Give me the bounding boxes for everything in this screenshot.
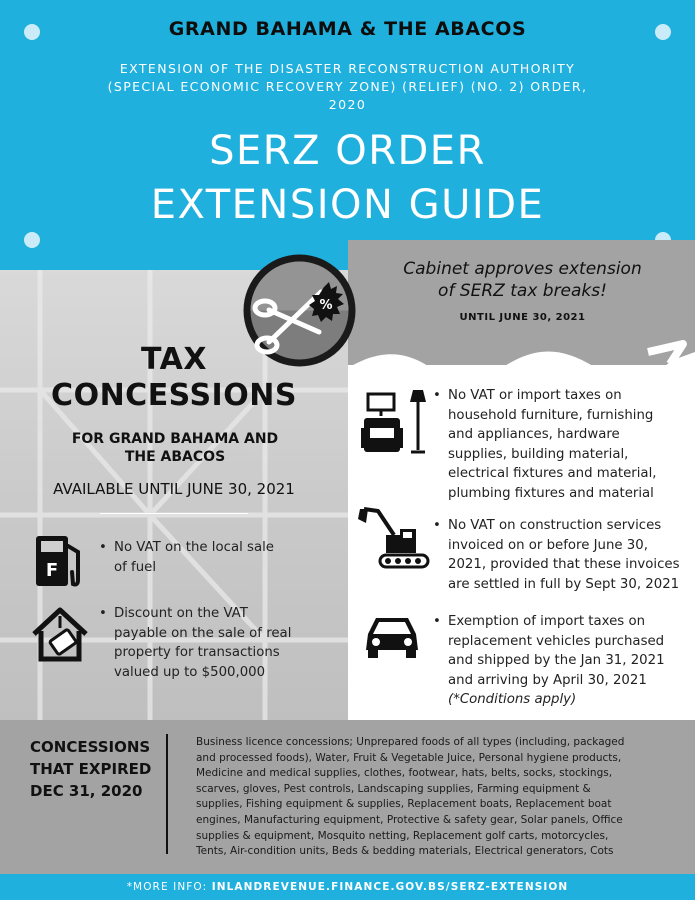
- fuel-pump-icon: [32, 532, 88, 590]
- bullet: •: [433, 388, 441, 403]
- conditions-note: (*Conditions apply): [448, 692, 577, 707]
- vehicles-line-4: and arriving by April 30, 2021: [448, 672, 647, 688]
- furniture-line-6: plumbing fixtures and material: [448, 485, 654, 501]
- tax-region-line-2: THE ABACOS: [124, 449, 226, 465]
- section-divider: [100, 513, 248, 514]
- bullet: •: [99, 606, 107, 621]
- cabinet-until-date: UNTIL JUNE 30, 2021: [459, 312, 586, 323]
- property-line-3: property for transactions: [114, 645, 280, 660]
- percent-symbol: %: [319, 298, 333, 313]
- guide-title-line-2: EXTENSION GUIDE: [150, 182, 545, 228]
- fuel-line-2: of fuel: [114, 559, 157, 575]
- left-concession-fuel: [99, 538, 339, 577]
- expired-line: engines, Manufacturing equipment, Protective & safety gear, Solar panels, Office: [196, 813, 623, 826]
- expired-title: [30, 736, 158, 802]
- fuel-letter: F: [45, 560, 59, 581]
- bullet: •: [99, 540, 107, 555]
- construction-line-1: No VAT on construction services: [448, 518, 662, 533]
- tax-region-subtitle: [20, 430, 330, 466]
- expired-line: Medicine and medical supplies, clothes, footwear, hats, belts, socks, stockings,: [196, 767, 613, 780]
- cabinet-line-1: Cabinet approves extension: [403, 259, 642, 279]
- property-line-2: payable on the sale of real: [114, 625, 292, 641]
- cabinet-announcement: [365, 258, 680, 302]
- expired-title-line-1: CONCESSIONS: [30, 738, 151, 756]
- expired-list: [196, 735, 666, 860]
- furniture-line-2: household furniture, furnishing: [448, 407, 654, 423]
- guide-title-line-1: SERZ ORDER: [209, 128, 486, 174]
- region-title: GRAND BAHAMA & THE ABACOS: [168, 18, 527, 40]
- construction-line-2: invoiced on or before June 30,: [448, 537, 648, 553]
- vehicles-line-2: replacement vehicles purchased: [448, 633, 665, 649]
- footer-prefix: *MORE INFO:: [126, 881, 212, 893]
- fuel-line-1: No VAT on the local sale: [114, 540, 274, 555]
- right-concession-vehicles: [433, 612, 688, 710]
- expired-title-line-2: THAT EXPIRED: [30, 760, 152, 778]
- expired-title-line-3: DEC 31, 2020: [30, 782, 143, 800]
- footer-banner: [0, 874, 695, 900]
- guide-title: [0, 124, 695, 232]
- vehicles-line-1: Exemption of import taxes on: [448, 614, 646, 629]
- right-concession-furniture: [433, 386, 688, 503]
- corner-dot-bottom-left: [24, 232, 40, 248]
- vehicles-line-3: and shipped by the Jan 31, 2021: [448, 653, 665, 668]
- availability-date: AVAILABLE UNTIL JUNE 30, 2021: [53, 480, 295, 498]
- property-line-1: Discount on the VAT: [114, 606, 248, 621]
- expired-line: Tents, Air-condition units, Beds & bedding materials, Electrical generators, Cots: [196, 845, 614, 858]
- expired-line: and processed foods), Water, Fruit & Vegetable Juice, Personal hygiene products,: [196, 751, 622, 764]
- bullet: •: [433, 614, 441, 629]
- bullet: •: [433, 518, 441, 533]
- tax-concessions-title: [0, 342, 348, 414]
- expired-divider: [166, 734, 168, 854]
- construction-line-3: 2021, provided that these invoices: [448, 557, 680, 572]
- furniture-line-1: No VAT or import taxes on: [448, 388, 622, 403]
- construction-line-4: are settled in full by Sept 30, 2021: [448, 576, 680, 592]
- furniture-line-4: supplies, building material,: [448, 446, 629, 462]
- tax-title-line-2: CONCESSIONS: [51, 378, 297, 413]
- house-tag-icon: [30, 604, 90, 664]
- vehicles-note: [448, 690, 688, 710]
- left-concession-property: [99, 604, 344, 682]
- more-info-link[interactable]: INLANDREVENUE.FINANCE.GOV.BS/SERZ-EXTENSION: [211, 881, 569, 893]
- excavator-icon: [356, 505, 432, 573]
- expired-line: scarves, gloves, Pest controls, Landscaping supplies, Farming equipment &: [196, 782, 591, 795]
- furniture-line-3: and appliances, hardware: [448, 427, 620, 442]
- property-line-4: valued up to $500,000: [114, 664, 266, 680]
- wave-divider: [348, 330, 695, 380]
- car-icon: [362, 612, 422, 662]
- expired-line: supplies & equipment, Mosquito netting, Replacement golf carts, motorcycles,: [196, 829, 609, 842]
- right-concession-construction: [433, 516, 688, 594]
- expired-line: Business licence concessions; Unprepared foods of all types (including, packaged: [196, 736, 625, 748]
- cabinet-line-2: of SERZ tax breaks!: [438, 281, 607, 301]
- tax-title-line-1: TAX: [141, 342, 207, 377]
- tax-region-line-1: FOR GRAND BAHAMA AND: [71, 431, 279, 447]
- order-subtitle: EXTENSION OF THE DISASTER RECONSTRUCTION AUTHORITY (SPECIAL ECONOMIC RECOVERY ZONE) (RELIEF) (NO. 2) ORDER, 2020: [107, 61, 588, 112]
- furniture-icon: [358, 388, 430, 458]
- expired-line: supplies, Fishing equipment & supplies, Replacement boats, Replacement boat: [196, 798, 612, 811]
- furniture-line-5: electrical fixtures and material,: [448, 466, 657, 481]
